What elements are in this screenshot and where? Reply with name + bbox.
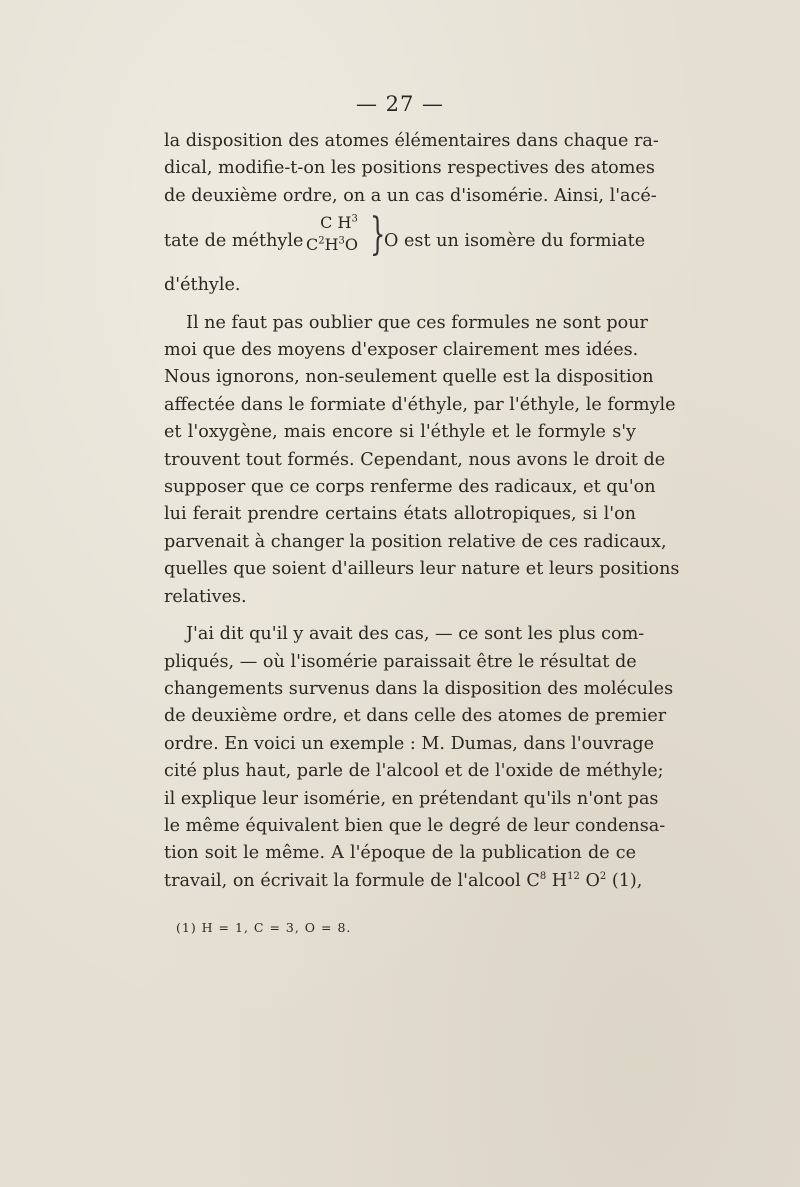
- text-line: et l'oxygène, mais encore si l'éthyle et le formyle s'y: [164, 422, 636, 443]
- text-line: affectée dans le formiate d'éthyle, par l'éthyle, le formyle: [164, 394, 676, 415]
- text-segment: H: [546, 870, 568, 891]
- text-line: relatives.: [164, 586, 247, 607]
- chemical-formula: [294, 212, 370, 256]
- formula-sup: 12: [567, 870, 580, 882]
- text-line: moi que des moyens d'exposer clairement mes idées.: [164, 340, 639, 361]
- formula-bottom: [294, 234, 370, 256]
- footnote: (1) H = 1, C = 3, O = 8.: [176, 920, 352, 935]
- text-line: d'éthyle.: [164, 275, 241, 296]
- formula-sup: 2: [599, 870, 607, 882]
- text-line: il explique leur isomérie, en prétendant qu'ils n'ont pas: [164, 788, 659, 809]
- text-line: J'ai dit qu'il y avait des cas, — ce sont les plus com-: [186, 624, 645, 645]
- text-line: la disposition des atomes élémentaires dans chaque ra-: [164, 131, 659, 151]
- body-text: [164, 128, 680, 895]
- text-line: de deuxième ordre, et dans celle des atomes de premier: [164, 706, 667, 727]
- text-line: quelles que soient d'ailleurs leur nature et leurs positions: [164, 559, 680, 580]
- formula-line: [164, 209, 646, 272]
- formula-tail-text: O est un isomère du formiate: [384, 231, 646, 252]
- formula-text: H: [324, 235, 339, 255]
- text-line: dical, modifie-t-on les positions respectives des atomes: [164, 158, 655, 179]
- text-line: ordre. En voici un exemple : M. Dumas, dans l'ouvrage: [164, 733, 654, 754]
- brace-icon: }: [370, 209, 386, 261]
- formula-sup: 3: [351, 213, 358, 225]
- text-line: changements survenus dans la disposition des molécules: [164, 678, 674, 699]
- formula-top-text: C H: [320, 213, 352, 233]
- text-line: cité plus haut, parle de l'alcool et de l'oxide de méthyle;: [164, 761, 664, 782]
- formula-text: C: [305, 235, 319, 255]
- text-line: Nous ignorons, non-seulement quelle est la disposition: [164, 367, 654, 388]
- formula-top: [294, 212, 370, 234]
- text-line: de deuxième ordre, on a un cas d'isomérie. Ainsi, l'acé-: [164, 185, 657, 206]
- text-line: Il ne faut pas oublier que ces formules ne sont pour: [186, 312, 648, 333]
- formula-sup: 8: [539, 870, 547, 882]
- formula-lead-text: tate de méthyle: [164, 231, 304, 252]
- text-segment: O: [579, 870, 600, 891]
- text-line: le même équivalent bien que le degré de leur condensa-: [164, 815, 666, 836]
- text-line: [164, 868, 643, 895]
- formula-sup: 2: [318, 235, 325, 247]
- formula-text: O: [344, 235, 359, 255]
- text-line: supposer que ce corps renferme des radicaux, et qu'on: [164, 477, 656, 498]
- page-number: — 27 —: [355, 92, 445, 116]
- formula-sup: 3: [338, 235, 345, 247]
- text-line: trouvent tout formés. Cependant, nous avons le droit de: [164, 449, 666, 470]
- text-segment: (1),: [606, 870, 643, 891]
- text-segment: travail, on écrivait la formule de l'alcool C: [164, 870, 540, 891]
- text-line: pliqués, — où l'isomérie paraissait être le résultat de: [164, 651, 637, 672]
- text-line: tion soit le même. A l'époque de la publication de ce: [164, 843, 636, 864]
- text-line: parvenait à changer la position relative de ces radicaux,: [164, 531, 667, 552]
- text-line: lui ferait prendre certains états allotropiques, si l'on: [164, 504, 636, 525]
